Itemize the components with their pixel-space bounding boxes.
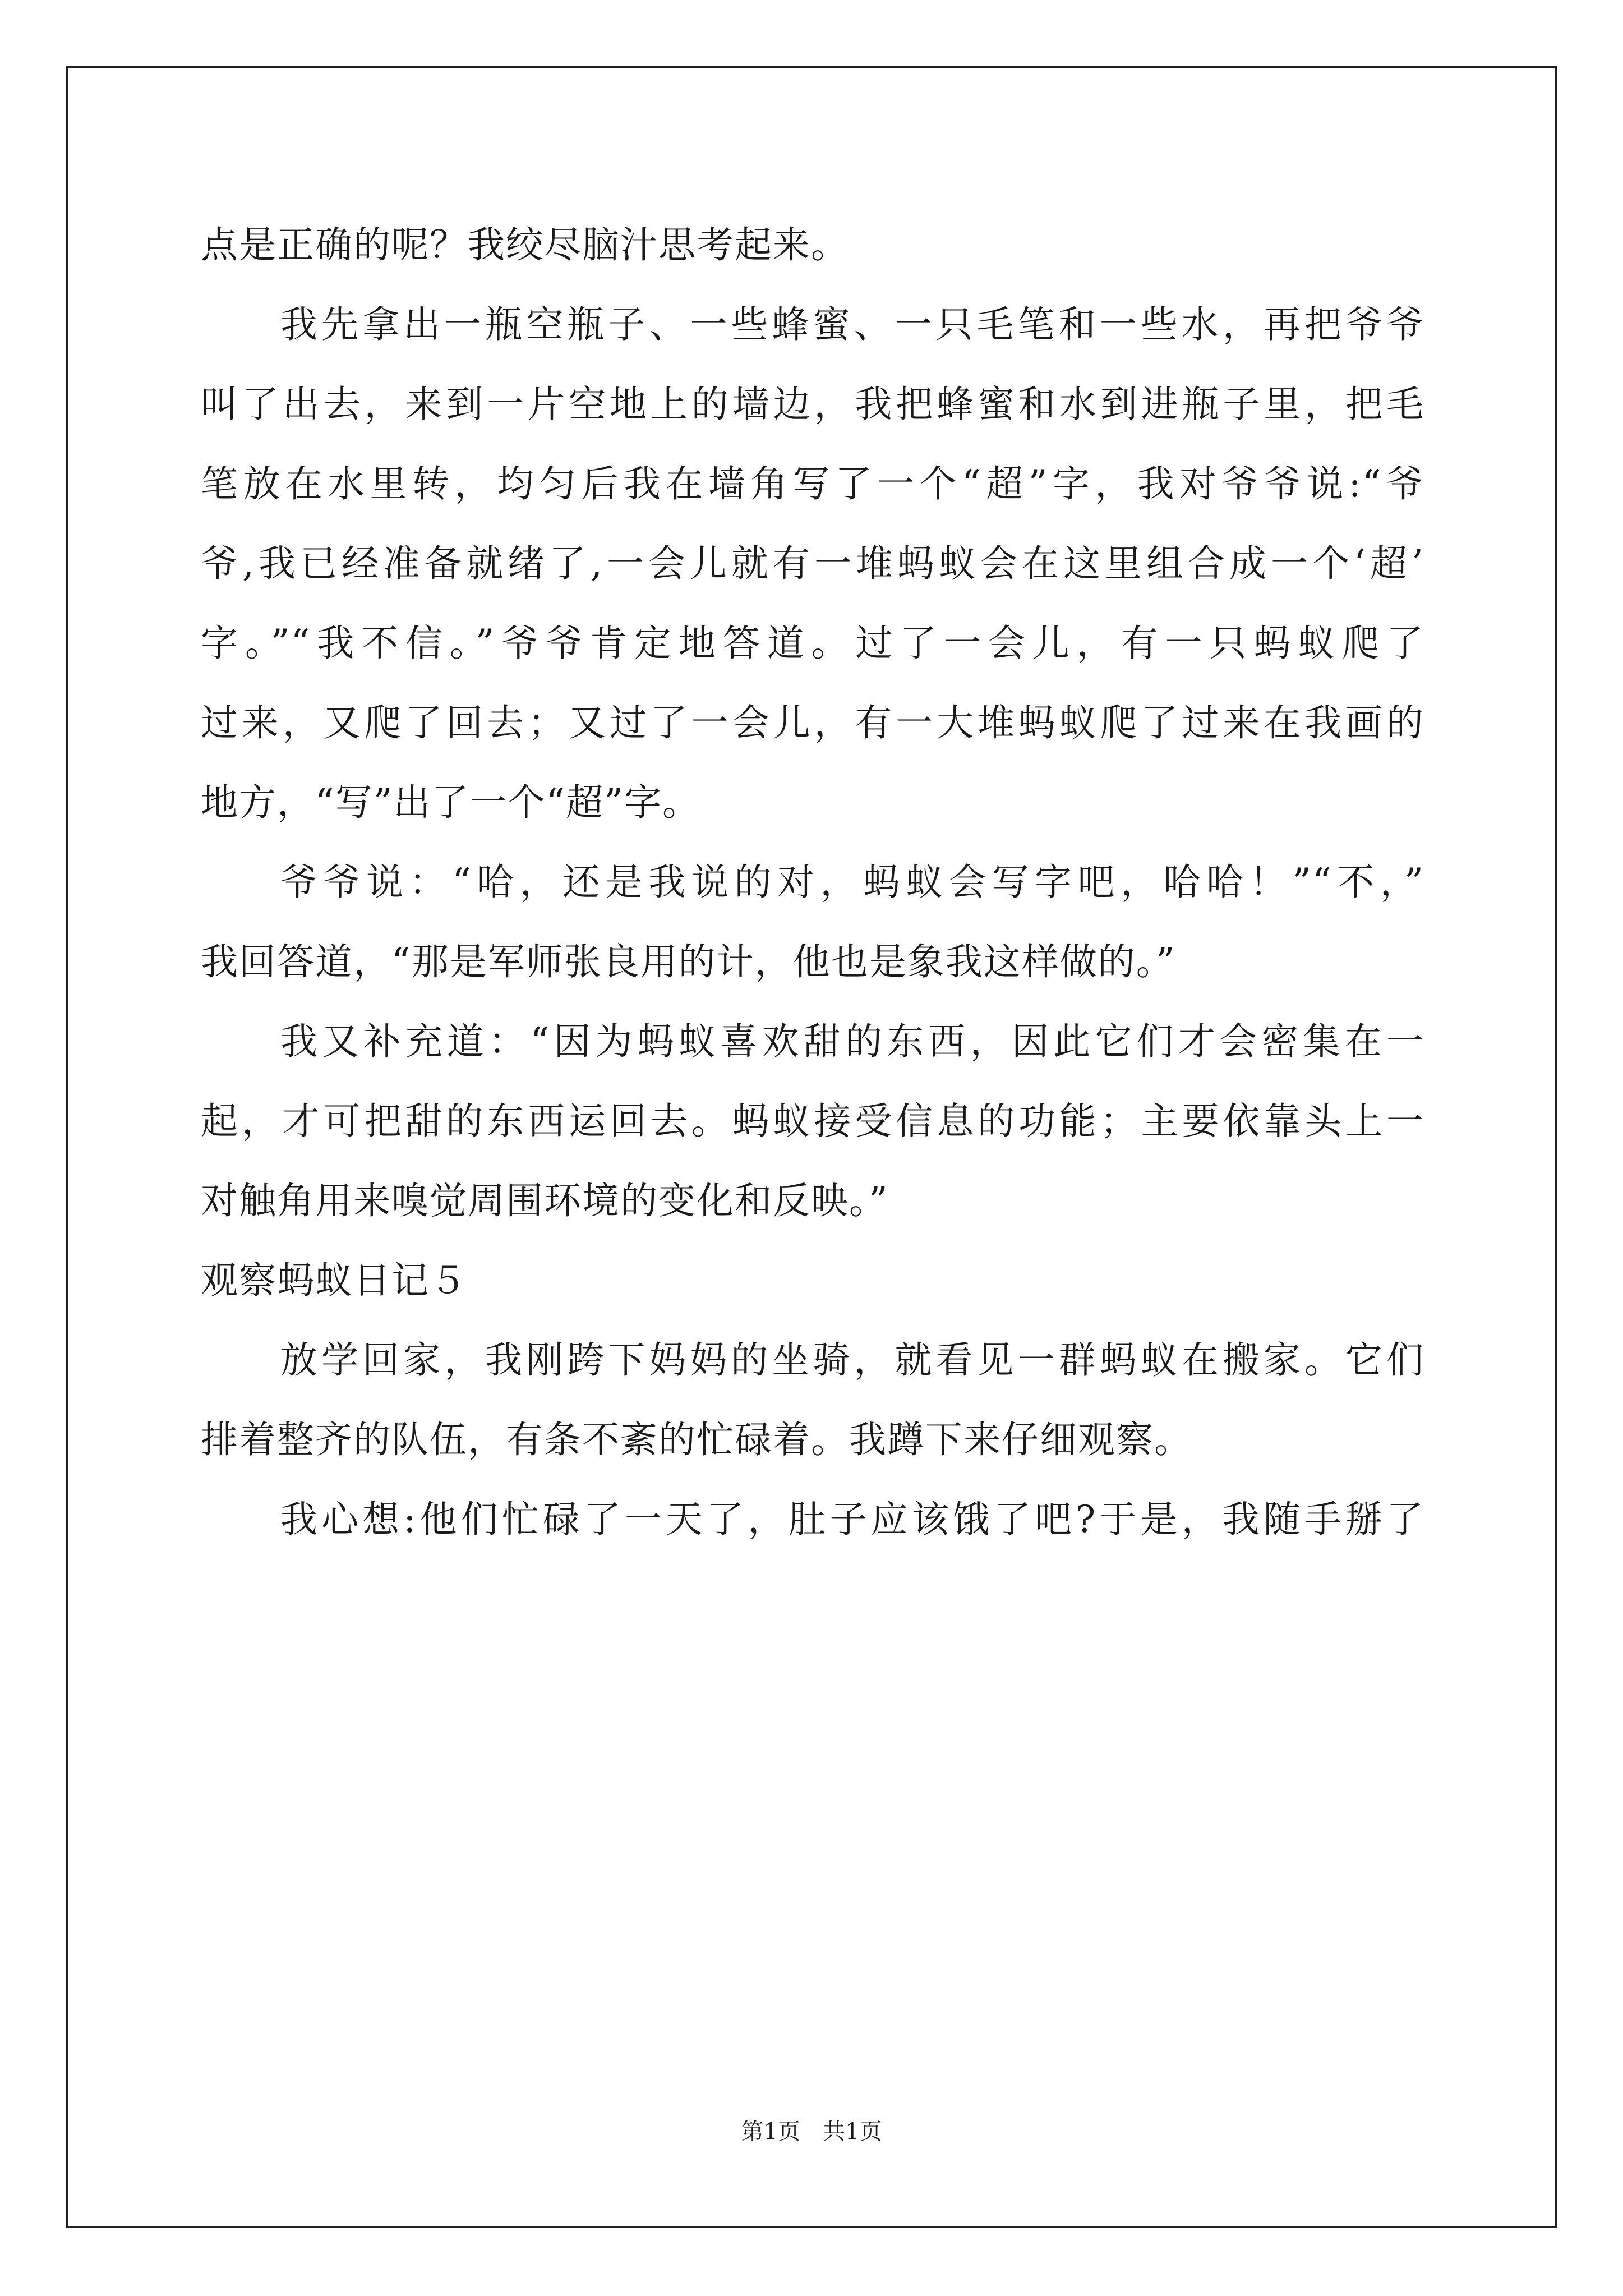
text-line: 过来，又爬了回去；又过了一会儿，有一大堆蚂蚁爬了过来在我画的 (201, 701, 1424, 744)
section-heading: 观察蚂蚁日记５ (201, 1259, 468, 1302)
paragraph-start-line: 放学回家，我刚跨下妈妈的坐骑，就看见一群蚂蚁在搬家。它们 (280, 1338, 1424, 1382)
text-line: 字。”“我不信。”爷爷肯定地答道。过了一会儿，有一只蚂蚁爬了 (201, 622, 1424, 665)
text-line: 爷,我已经准备就绪了,一会儿就有一堆蚂蚁会在这里组合成一个‘超’ (201, 542, 1424, 585)
paragraph-start-line: 爷爷说：“哈，还是我说的对，蚂蚁会写字吧，哈哈！”“不，” (280, 861, 1424, 904)
text-line: 排着整齐的队伍，有条不紊的忙碌着。我蹲下来仔细观察。 (201, 1418, 1192, 1461)
paragraph-start-line: 我心想:他们忙碌了一天了，肚子应该饿了吧?于是，我随手掰了 (280, 1498, 1424, 1541)
text-line: 起，才可把甜的东西运回去。蚂蚁接受信息的功能；主要依靠头上一 (201, 1099, 1424, 1143)
text-line: 点是正确的呢？我绞尽脑汁思考起来。 (201, 223, 849, 266)
text-line: 地方，“写”出了一个“超”字。 (201, 781, 700, 824)
paragraph-start-line: 我又补充道：“因为蚂蚁喜欢甜的东西，因此它们才会密集在一 (280, 1020, 1424, 1063)
text-line: 对触角用来嗅觉周围环境的变化和反映。” (201, 1179, 889, 1222)
text-line: 我回答道，“那是军师张良用的计，他也是象我这样做的。” (201, 940, 1176, 983)
paragraph-start-line: 我先拿出一瓶空瓶子、一些蜂蜜、一只毛笔和一些水，再把爷爷 (280, 303, 1424, 346)
page-footer: 第1页 共1页 (741, 2119, 882, 2145)
text-line: 叫了出去，来到一片空地上的墙边，我把蜂蜜和水到进瓶子里，把毛 (201, 383, 1424, 426)
text-line: 笔放在水里转，均匀后我在墙角写了一个“超”字，我对爷爷说:“爷 (201, 462, 1424, 505)
